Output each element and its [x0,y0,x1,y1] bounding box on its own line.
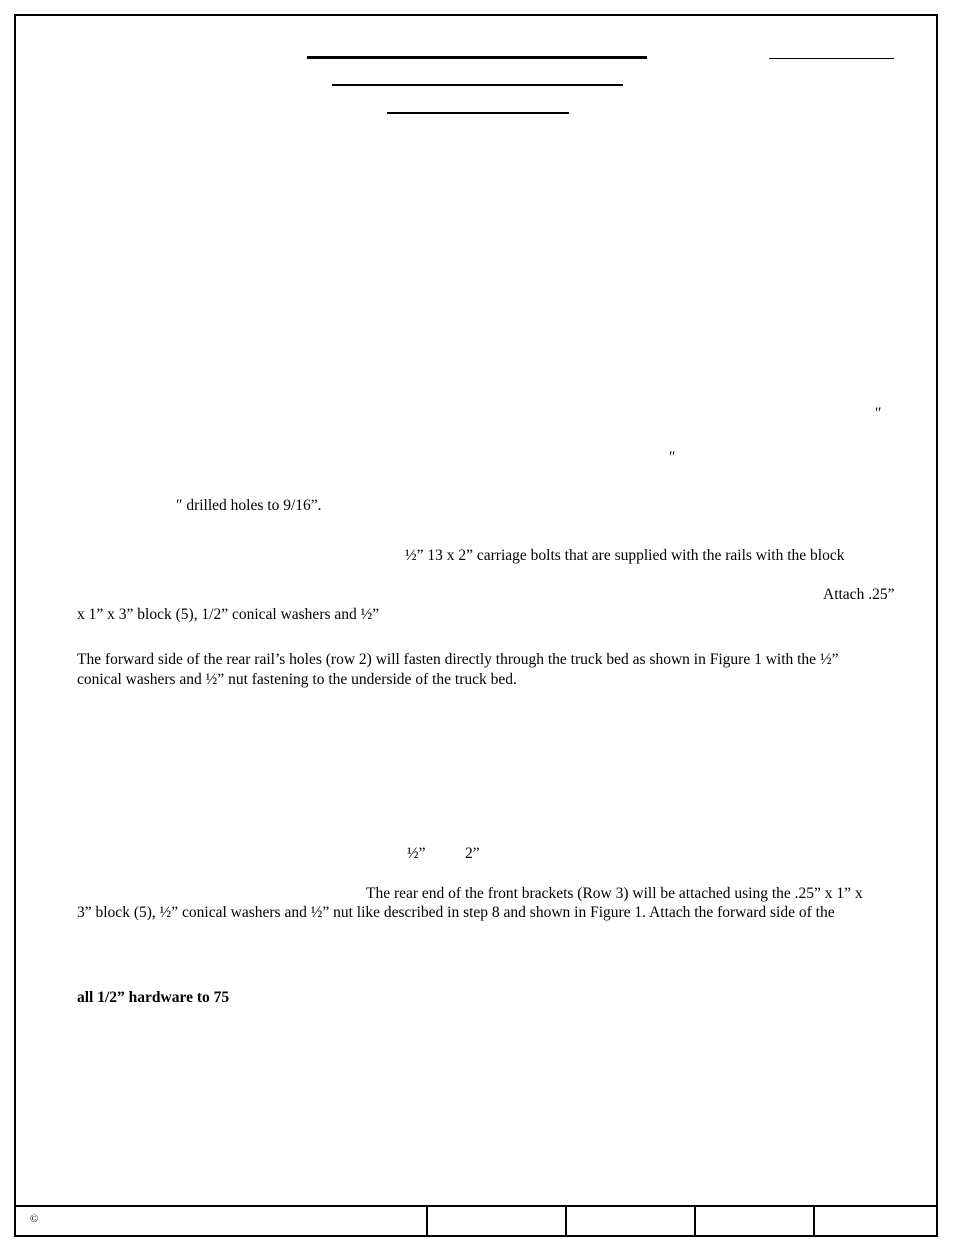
fraction-half: ½” [407,845,426,862]
attach-block-text-a: Attach .25” [823,586,895,603]
torque-note: all 1/2” hardware to 75 [77,989,230,1006]
footer-cell [565,1207,567,1235]
forward-side-text-b: conical washers and ½” nut fastening to the underside of the truck bed. [77,671,517,688]
rear-end-text-a: The rear end of the front brackets (Row 3) will be attached using the .25” x 1” x [366,885,863,902]
rear-end-text-b: 3” block (5), ½” conical washers and ½” nut like described in step 8 and shown in Figure 1. Attach the forward side of the [77,904,835,921]
footer-cell [813,1207,815,1235]
carriage-bolts-text: ½” 13 x 2” carriage bolts that are supplied with the rails with the block [405,547,845,564]
copyright-symbol: © [30,1213,39,1225]
footer-cell [426,1207,428,1235]
title-underline-2 [332,84,623,86]
fraction-two: 2” [465,845,480,862]
title-underline-1 [307,56,647,59]
title-underline-3 [387,112,569,114]
drilled-holes-text: ″ drilled holes to 9/16”. [176,497,322,514]
footer-table [16,1205,936,1235]
prime-mark: ″ [875,405,882,422]
page-border [14,14,938,1237]
attach-block-text-b: x 1” x 3” block (5), 1/2” conical washers and ½” [77,606,380,623]
forward-side-text-a: The forward side of the rear rail’s holes (row 2) will fasten directly through the truck bed as shown in Figure 1 with the ½” [77,651,839,668]
header-right-underline [769,58,894,59]
footer-cell [694,1207,696,1235]
prime-mark: ″ [669,449,676,466]
